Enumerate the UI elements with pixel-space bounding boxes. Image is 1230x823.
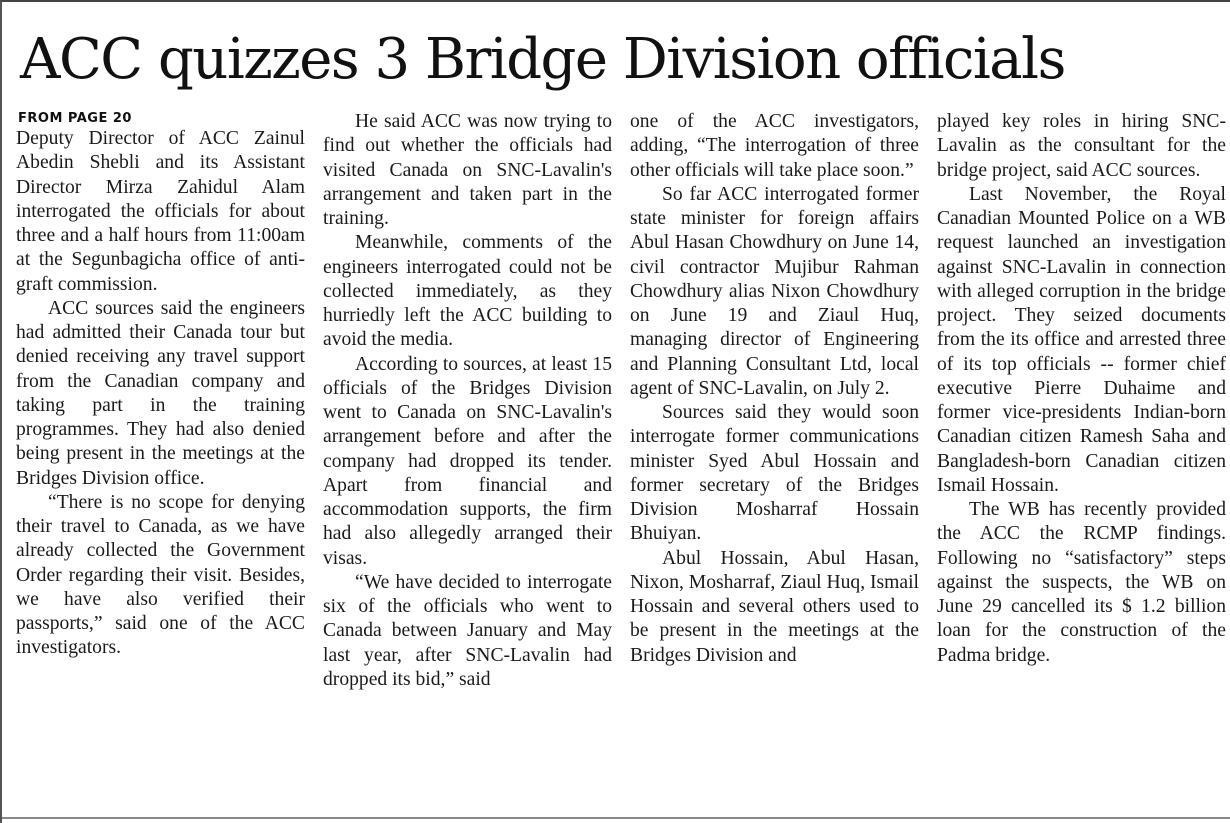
article-body — [16, 110, 1226, 810]
column-4 — [937, 110, 1226, 810]
paragraph: The WB has recently provided the ACC the RCMP findings. Following no “satisfactory” steps against the suspects, the WB on June 29 cancelled its $ 1.2 billion loan for the construction of the Padma bridge. — [937, 499, 1226, 666]
column-1 — [16, 110, 305, 810]
paragraph: “There is no scope for denying their travel to Canada, as we have already collected the Government Order regarding their visit. Besides, we have also verified their passports,” said one of the ACC investigators. — [16, 491, 305, 659]
column-2 — [323, 110, 612, 810]
paragraph: Sources said they would soon interrogate former communications minister Syed Abul Hossain and former secretary of the Bridges Division Mosharraf Hossain Bhuiyan. — [630, 402, 919, 545]
paragraph: Meanwhile, comments of the engineers interrogated could not be collected immediately, as they hurriedly left the ACC building to avoid the media. — [323, 232, 612, 351]
paragraph: According to sources, at least 15 officials of the Bridges Division went to Canada on SNC-Lavalin's arrangement before and after the company had dropped its tender. Apart from financial and accommodation supports, the firm had also allegedly arranged their visas. — [323, 353, 612, 569]
paragraph: played key roles in hiring SNC-Lavalin as the consultant for the bridge project, said ACC sources. — [937, 111, 1226, 181]
column-3 — [630, 110, 919, 810]
paragraph: Deputy Director of ACC Zainul Abedin Shebli and its Assistant Director Mirza Zahidul Alam interrogated the officials for about three and a half hours from 11:00am at the Segunbagicha office of anti-graft commission. — [16, 128, 305, 295]
paragraph: Last November, the Royal Canadian Mounted Police on a WB request launched an investigation against SNC-Lavalin in connection with alleged corruption in the bridge project. They seized documents from the its office and arrested three of its top officials -- former chief executive Pierre Duhaime and former vice-presidents Indian-born Canadian citizen Ramesh Saha and Bangladesh-born Canadian citizen Ismail Hossain. — [937, 183, 1226, 496]
paragraph: So far ACC interrogated former state minister for foreign affairs Abul Hasan Chowdhury on June 14, civil contractor Mujibur Rahman Chowdhury alias Nixon Chowdhury on June 19 and Ziaul Huq, managing director of Engineering and Planning Consultant Ltd, local agent of SNC-Lavalin, on July 2. — [630, 183, 919, 399]
paragraph: Abul Hossain, Abul Hasan, Nixon, Mosharraf, Ziaul Huq, Ismail Hossain and several others used to be present in the meetings at the Bridges Division and — [630, 547, 919, 666]
paragraph: “We have decided to interrogate six of the officials who went to Canada between January and May last year, after SNC-Lavalin had dropped its bid,” said — [323, 571, 612, 690]
paragraph: He said ACC was now trying to find out whether the officials had visited Canada on SNC-Lavalin's arrangement and taken part in the training. — [323, 111, 612, 229]
paragraph: ACC sources said the engineers had admitted their Canada tour but denied receiving any travel support from the Canadian company and taking part in the training programmes. They had also denied being present in the meetings at the Bridges Division office. — [16, 297, 305, 489]
bottom-rule — [2, 817, 1230, 819]
kicker-label: FROM PAGE 20 — [18, 111, 132, 126]
paragraph: one of the ACC investigators, adding, “The interrogation of three other officials will take place soon.” — [630, 111, 919, 181]
headline: ACC quizzes 3 Bridge Division officials — [20, 27, 1065, 92]
